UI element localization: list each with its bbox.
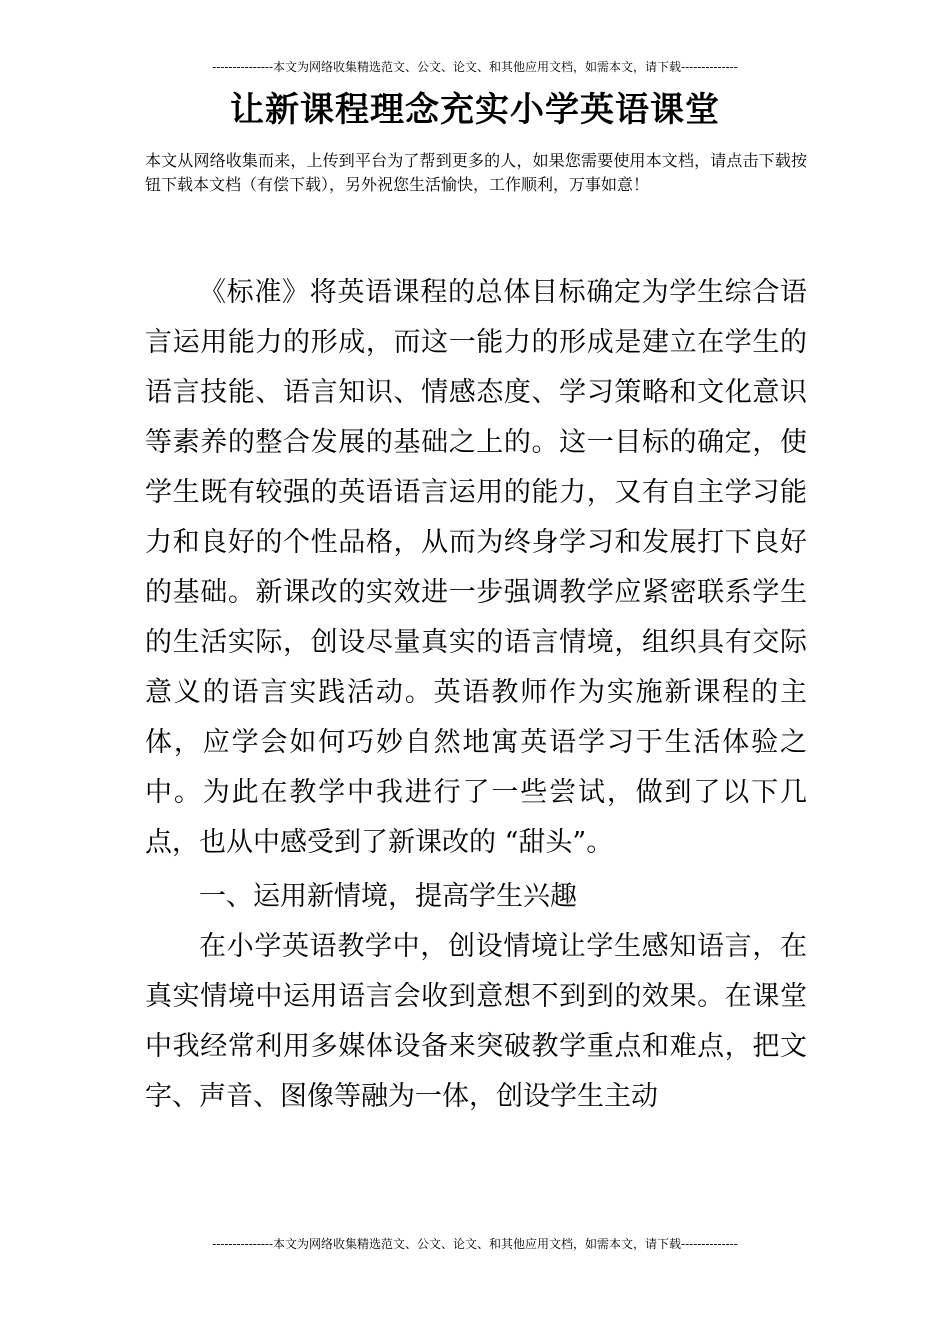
document-body [145, 268, 807, 1122]
body-paragraph: 《标准》将英语课程的总体目标确定为学生综合语言运用能力的形成，而这一能力的形成是建立在学生的语言技能、语言知识、情感态度、学习策略和文化意识等素养的整合发展的基础之上的。这一目标的确定，使学生既有较强的英语语言运用的能力，又有自主学习能力和良好的个性品格，从而为终身学习和发展打下良好的基础。新课改的实效进一步强调教学应紧密联系学生的生活实际，创设尽量真实的语言情境，组织具有交际意义的语言实践活动。英语教师作为实施新课程的主体，应学会如何巧妙自然地寓英语学习于生活体验之中。为此在教学中我进行了一些尝试，做到了以下几点，也从中感受到了新课改的 “甜头”。 [145, 277, 807, 858]
body-paragraph: 在小学英语教学中，创设情境让学生感知语言，在真实情境中运用语言会收到意想不到到的效果。在课堂中我经常利用多媒体设备来突破教学重点和难点，把文字、声音、图像等融为一体，创设学生主动 [145, 931, 807, 1112]
document-title: 让新课程理念充实小学英语课堂 [230, 90, 720, 130]
footer-banner: ---------------本文为网络收集精选范文、公文、论文、和其他应用文档，如需本文，请下载-------------- [212, 1237, 738, 1251]
intro-note: 本文从网络收集而来，上传到平台为了帮到更多的人，如果您需要使用本文档，请点击下载按钮下载本文档（有偿下载），另外祝您生活愉快，工作顺利，万事如意！ [145, 151, 807, 194]
section-heading: 一、运用新情境，提高学生兴趣 [199, 881, 577, 912]
header-banner: ---------------本文为网络收集精选范文、公文、论文、和其他应用文档，如需本文，请下载-------------- [212, 60, 738, 74]
